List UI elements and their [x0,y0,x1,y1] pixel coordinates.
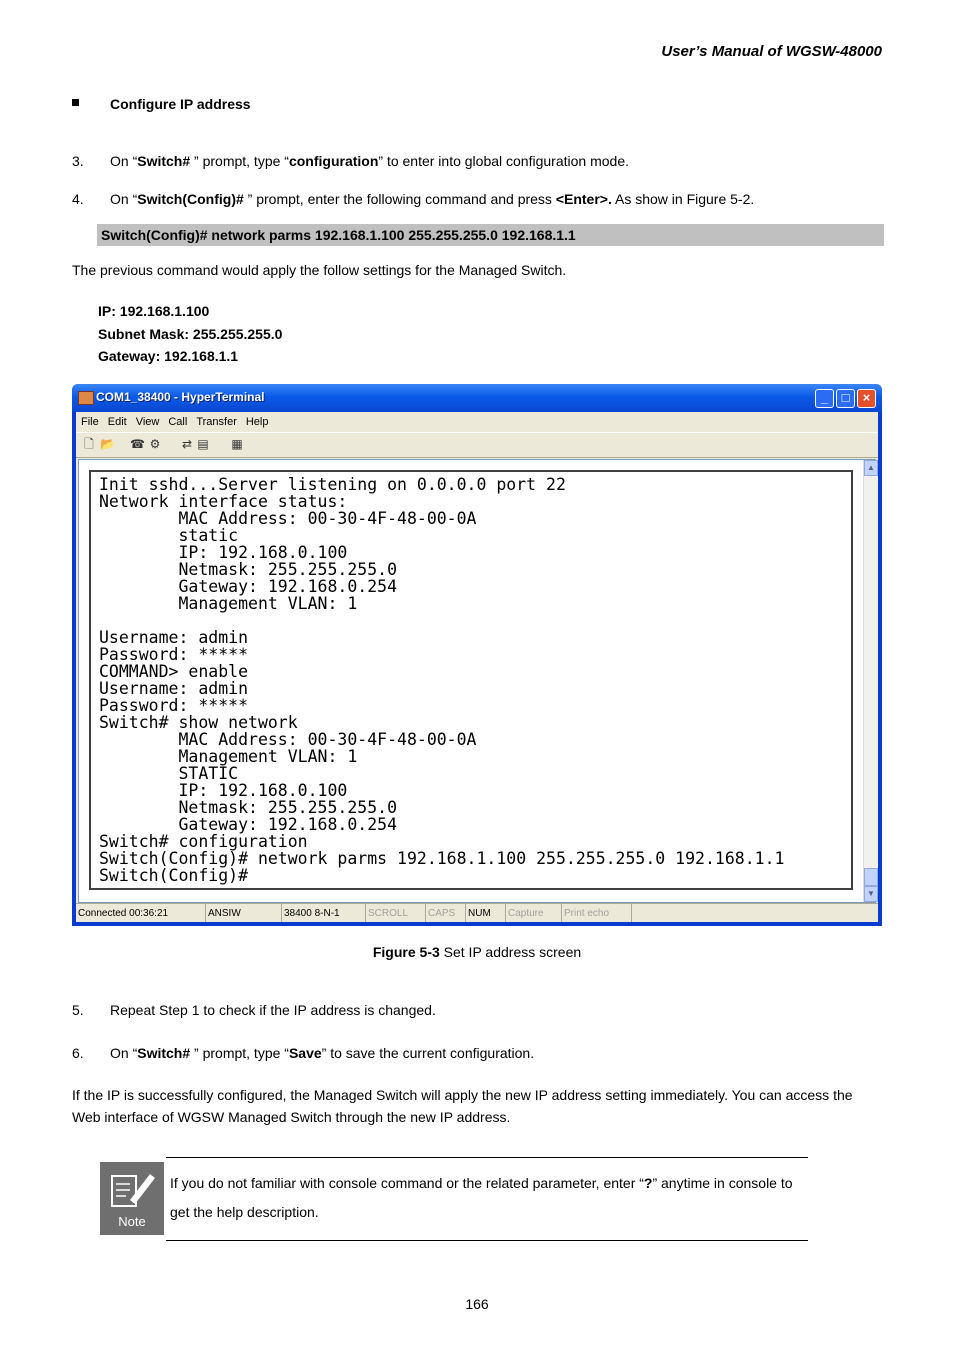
menu-call[interactable]: Call [168,416,188,428]
step-4: 4. On “Switch(Config)# ” prompt, enter the following command and press <Enter>. As show in Figure 5-2. [72,191,755,207]
setting-subnet: Subnet Mask: 255.255.255.0 [98,326,283,342]
new-file-icon[interactable]: 🗋 [84,437,94,451]
toolbar [76,432,878,458]
page-number: 166 [465,1296,489,1312]
close-button[interactable]: × [857,389,876,408]
status-bar [76,903,878,922]
setting-gateway: Gateway: 192.168.1.1 [98,348,239,364]
manual-header: User’s Manual of WGSW-48000 [661,43,882,60]
disconnect-icon[interactable]: ⚙ [149,437,161,451]
figure-caption: Figure 5-3 Set IP address screen [372,944,582,960]
terminal-screen[interactable] [89,470,853,890]
receive-icon[interactable]: ▤ [197,437,209,451]
note-icon [100,1162,164,1235]
command-box: Switch(Config)# network parms 192.168.1.100 255.255.255.0 192.168.1.1 [97,224,884,246]
status-capture: Capture [506,904,562,922]
status-scroll: SCROLL [366,904,426,922]
note-text-line-1: If you do not familiar with console command or the related parameter, enter “?” anytime in console to [170,1175,793,1191]
status-caps: CAPS [426,904,466,922]
section-title: Configure IP address [110,96,251,112]
maximize-button[interactable]: □ [836,389,855,408]
scroll-up-icon[interactable]: ▲ [864,460,878,476]
menu-transfer[interactable]: Transfer [196,416,237,428]
note-bottom-rule [166,1240,808,1241]
window-titlebar[interactable] [72,384,882,412]
hyperterminal-window [72,384,882,926]
status-print-echo: Print echo [562,904,632,922]
phone-icon[interactable]: ☎ [130,437,145,451]
step-6: 6. On “Switch# ” prompt, type “Save” to save the current configuration. [72,1045,535,1061]
minimize-button[interactable]: _ [815,389,834,408]
note-label: Note [118,1214,146,1229]
status-emulation: ANSIW [206,904,282,922]
terminal-app-icon [78,391,94,405]
intro-text: The previous command would apply the follow settings for the Managed Switch. [72,262,567,278]
terminal-frame [78,459,876,903]
properties-icon[interactable]: ▦ [231,437,243,451]
status-port-settings: 38400 8-N-1 [282,904,366,922]
result-paragraph-line-2: Web interface of WGSW Managed Switch through the new IP address. [72,1109,511,1125]
result-paragraph-line-1: If the IP is successfully configured, the Managed Switch will apply the new IP address setting immediately. You can access the [72,1087,853,1103]
note-text-line-2: get the help description. [170,1204,319,1220]
setting-ip: IP: 192.168.1.100 [98,303,210,319]
menu-file[interactable]: File [81,416,99,428]
window-client [76,412,878,922]
step-3: 3. On “Switch# ” prompt, type “configuration” to enter into global configuration mode. [72,153,629,169]
menu-bar [76,412,878,432]
step-5: 5. Repeat Step 1 to check if the IP address is changed. [72,1002,436,1018]
menu-view[interactable]: View [135,416,160,428]
window-title: COM1_38400 - HyperTerminal [96,390,265,404]
scroll-down-icon[interactable]: ▼ [864,886,878,902]
menu-help[interactable]: Help [245,416,269,428]
status-connected: Connected 00:36:21 [76,904,206,922]
open-folder-icon[interactable]: 📂 [100,437,115,451]
send-icon[interactable]: ⇄ [181,437,193,451]
scroll-thumb[interactable] [864,868,878,886]
note-pen-icon [100,1162,164,1214]
menu-edit[interactable]: Edit [107,416,127,428]
note-top-rule [166,1157,808,1158]
bullet-square-icon [72,99,79,106]
terminal-output: Init sshd...Server listening on 0.0.0.0 port 22 Network interface status: MAC Address: 00-30-4F-48-00-0A static IP: 192.168.0.100 Netmask: 255.255.255.0 Gateway: 192.168.0.254 Management VLAN: 1 Username: admin Password: ***** COMMAND> enable Username: admin Password: ***** Switch# show network MAC Address: 00-30-4F-48-00-0A Management VLAN: 1 STATIC IP: 192.168.0.100 Netmask: 255.255.255.0 Gateway: 192.168.0.254 Switch# configuration Switch(Config)# network parms 192.168.1.100 255.255.255.0 192.168.1.1 Switch(Config)# [99,475,785,885]
status-num: NUM [466,904,506,922]
vertical-scrollbar[interactable] [863,460,878,902]
